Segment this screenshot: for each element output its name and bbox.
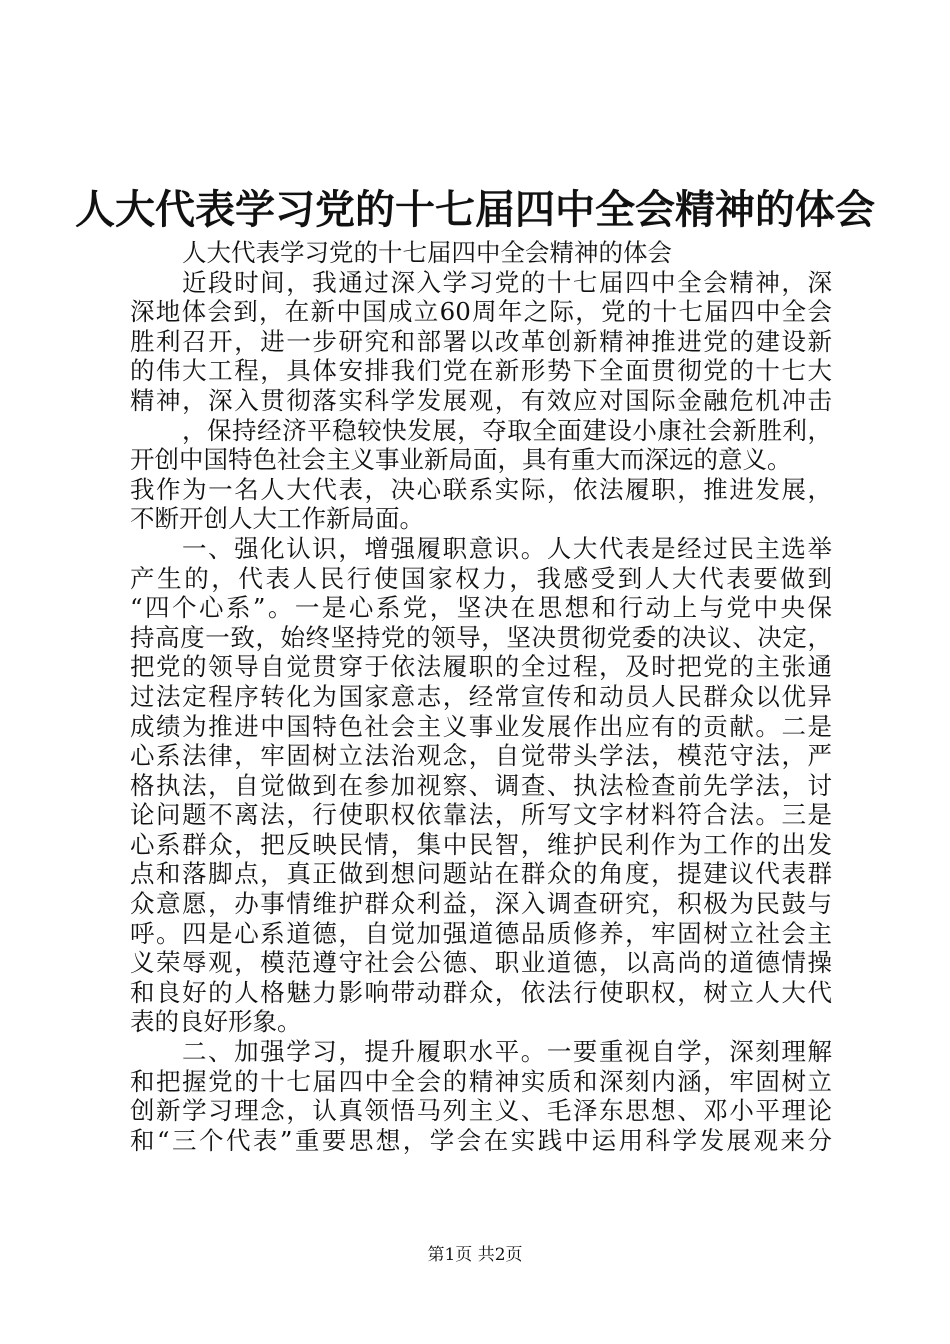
- body-text-line: 和良好的人格魅力影响带动群众，依法行使职权，树立人大代: [130, 977, 832, 1007]
- body-text-line: 胜利召开，进一步研究和部署以改革创新精神推进党的建设新: [130, 326, 832, 356]
- body-text-line: 二、加强学习，提升履职水平。一要重视自学，深刻理解: [182, 1037, 832, 1067]
- body-text-line: 表的良好形象。: [130, 1007, 302, 1037]
- body-text-line: 开创中国特色社会主义事业新局面，具有重大而深远的意义。: [130, 445, 792, 475]
- body-text-line: 近段时间，我通过深入学习党的十七届四中全会精神，深: [182, 267, 832, 297]
- body-text-line: 论问题不离法，行使职权依靠法，所写文字材料符合法。三是: [130, 800, 832, 830]
- body-text-line: 呼。四是心系道德，自觉加强道德品质修养，牢固树立社会主: [130, 918, 832, 948]
- body-text-line: 格执法，自觉做到在参加视察、调查、执法检查前先学法，讨: [130, 770, 832, 800]
- body-text-line: 深地体会到，在新中国成立60周年之际，党的十七届四中全会: [130, 297, 832, 327]
- body-text-line: 心系群众，把反映民情，集中民智，维护民利作为工作的出发: [130, 829, 832, 859]
- body-text-line: 的伟大工程，具体安排我们党在新形势下全面贯彻党的十七大: [130, 356, 832, 386]
- body-text-line: 人大代表学习党的十七届四中全会精神的体会: [182, 238, 672, 267]
- body-text-line: 和把握党的十七届四中全会的精神实质和深刻内涵，牢固树立: [130, 1066, 832, 1096]
- body-text-line: 和“三个代表”重要思想，学会在实践中运用科学发展观来分: [130, 1125, 832, 1155]
- body-text-line: 不断开创人大工作新局面。: [130, 504, 424, 534]
- body-text-line: 持高度一致，始终坚持党的领导，坚决贯彻党委的决议、决定，: [130, 622, 832, 652]
- body-text-line: 点和落脚点，真正做到想问题站在群众的角度，提建议代表群: [130, 859, 832, 889]
- document-body: [130, 238, 832, 1155]
- body-text-line: 产生的，代表人民行使国家权力，我感受到人大代表要做到: [130, 563, 832, 593]
- body-text-line: 过法定程序转化为国家意志，经常宣传和动员人民群众以优异: [130, 681, 832, 711]
- body-text-line: 我作为一名人大代表，决心联系实际，依法履职，推进发展，: [130, 474, 832, 504]
- body-text-line: 成绩为推进中国特色社会主义事业发展作出应有的贡献。二是: [130, 711, 832, 741]
- body-text-line: 创新学习理念，认真领悟马列主义、毛泽东思想、邓小平理论: [130, 1096, 832, 1126]
- body-text-line: 一、强化认识，增强履职意识。人大代表是经过民主选举: [182, 533, 832, 563]
- body-text-line: 义荣辱观，模范遵守社会公德、职业道德，以高尚的道德情操: [130, 948, 832, 978]
- body-text-line: ，保持经济平稳较快发展，夺取全面建设小康社会新胜利，: [182, 415, 832, 445]
- body-text-line: 精神，深入贯彻落实科学发展观，有效应对国际金融危机冲击: [130, 385, 832, 415]
- document-title: 人大代表学习党的十七届四中全会精神的体会: [75, 186, 875, 233]
- page-footer: 第1页 共2页: [427, 1245, 523, 1265]
- body-text-line: 众意愿，办事情维护群众利益，深入调查研究，积极为民鼓与: [130, 889, 832, 919]
- body-text-line: 把党的领导自觉贯穿于依法履职的全过程，及时把党的主张通: [130, 652, 832, 682]
- body-text-line: “四个心系”。一是心系党，坚决在思想和行动上与党中央保: [130, 593, 832, 623]
- body-text-line: 心系法律，牢固树立法治观念，自觉带头学法，模范守法，严: [130, 741, 832, 771]
